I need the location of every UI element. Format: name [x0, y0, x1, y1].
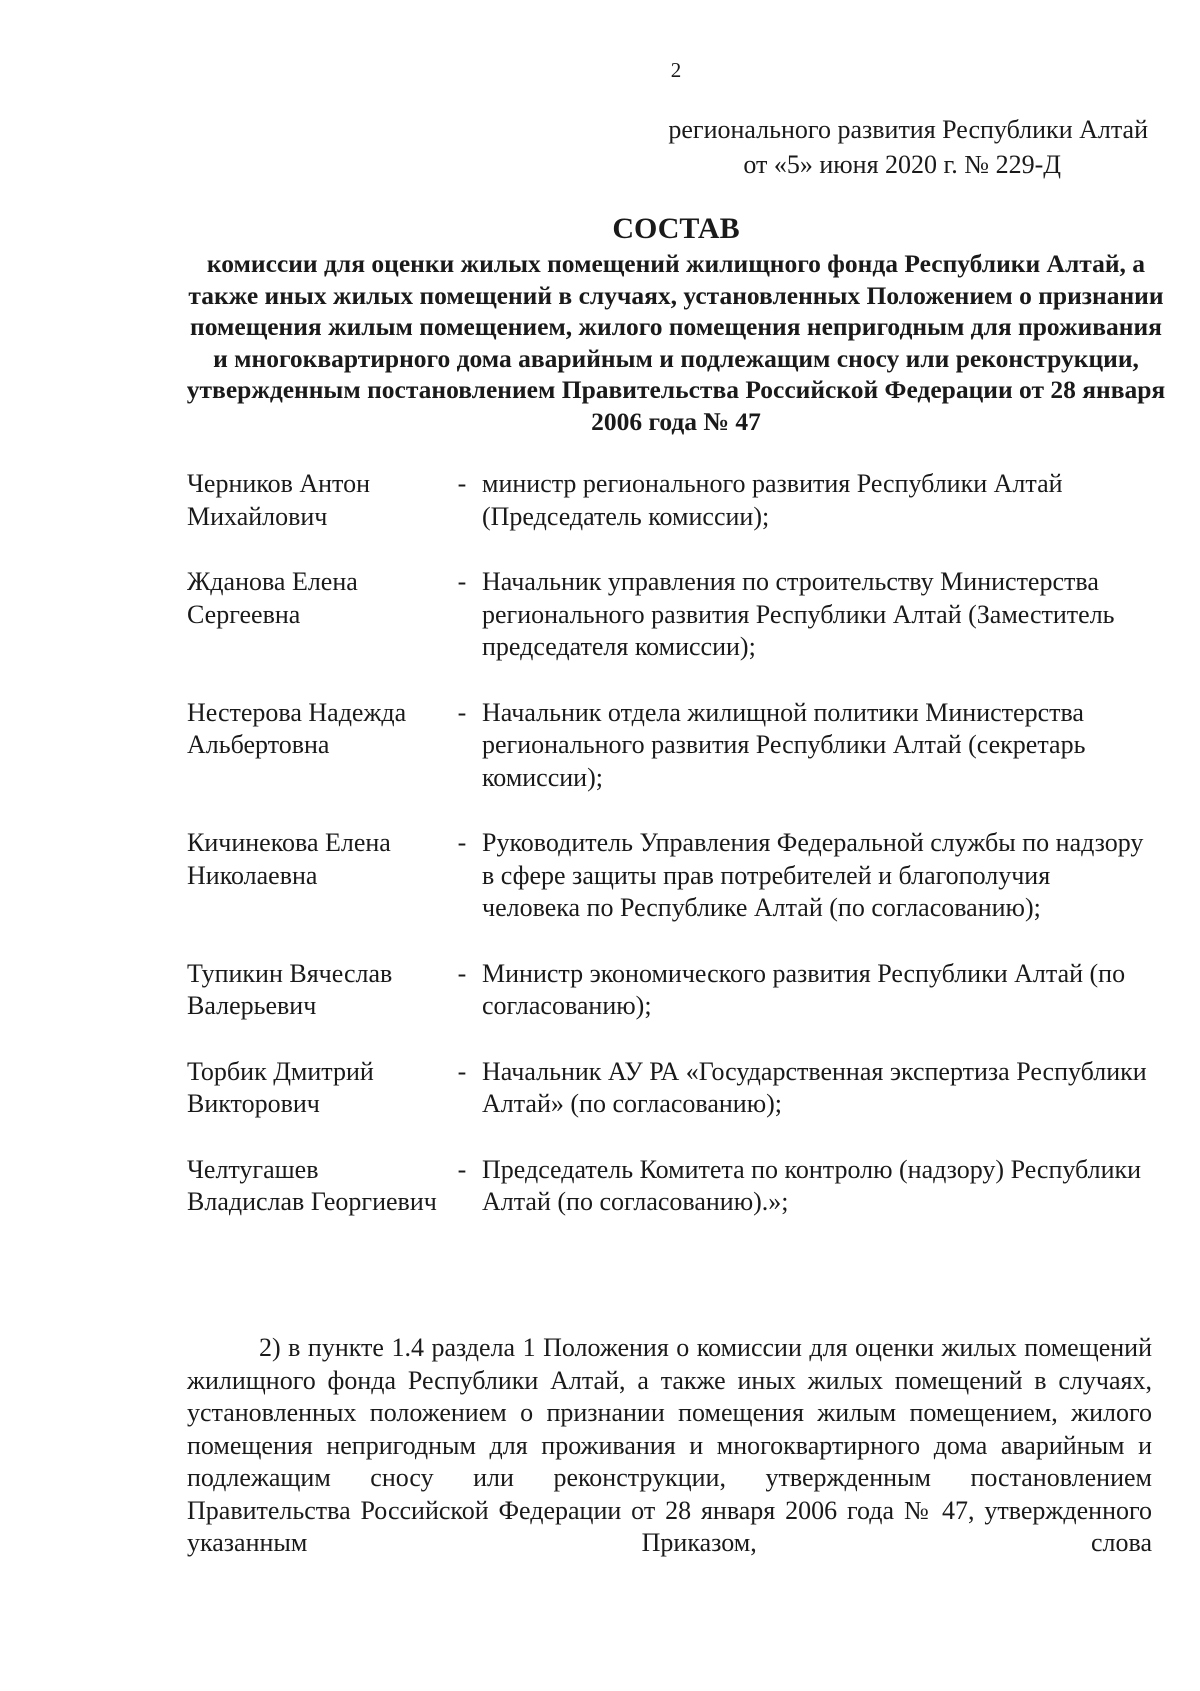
title-block	[180, 210, 1172, 437]
member-row	[187, 1056, 1147, 1121]
member-name: Кичинекова Елена Николаевна	[187, 828, 391, 890]
body-paragraph: 2) в пункте 1.4 раздела 1 Положения о комиссии для оценки жилых помещений жилищного фонда Республики Алтай, а также иных жилых помещений в случаях, установленных положением о признании помещения жилым помещением, жилого помещения непригодным для проживания и многоквартирного дома аварийным и подлежащим сносу или реконструкции, утвержденным постановлением Правительства Российской Федерации от 28 января 2006 года № 47, утвержденного указанным Приказом, слова	[187, 1333, 1152, 1557]
header-line-1: регионального развития Республики Алтай	[668, 115, 1148, 144]
member-row	[187, 827, 1147, 925]
member-dash: -	[457, 828, 467, 857]
member-role: министр регионального развития Республики Алтай (Председатель комиссии);	[482, 469, 1063, 531]
member-row	[187, 697, 1147, 795]
member-name: Челтугашев Владислав Георгиевич	[187, 1154, 437, 1216]
document-title: СОСТАВ	[612, 212, 740, 245]
page-number: 2	[670, 58, 682, 82]
member-name: Торбик Дмитрий Викторович	[187, 1056, 374, 1118]
header-line-2: от «5» июня 2020 г. № 229-Д	[743, 150, 1061, 179]
member-name: Черников Антон Михайлович	[187, 469, 370, 531]
member-row	[187, 566, 1147, 664]
member-name: Тупикин Вячеслав Валерьевич	[187, 958, 393, 1020]
member-role: Начальник отдела жилищной политики Министерства регионального развития Республики Алтай (секретарь комиссии);	[482, 697, 1086, 792]
member-name: Жданова Елена Сергеевна	[187, 567, 358, 629]
member-row	[187, 468, 1147, 533]
member-dash: -	[457, 1056, 467, 1086]
member-row	[187, 958, 1147, 1023]
document-subtitle: комиссии для оценки жилых помещений жилищного фонда Республики Алтай, а также иных жилых помещений в случаях, установленных Положением о признании помещения жилым помещением, жилого помещения непригодным для проживания и многоквартирного дома аварийным и подлежащим сносу или реконструкции, утвержденным постановлением Правительства Российской Федерации от 28 января 2006 года № 47	[186, 249, 1166, 436]
member-dash: -	[457, 469, 467, 498]
members-list	[187, 468, 1147, 1219]
member-role: Председатель Комитета по контролю (надзору) Республики Алтай (по согласованию).»;	[482, 1154, 1142, 1216]
member-dash: -	[457, 697, 467, 727]
member-name: Нестерова Надежда Альбертовна	[187, 697, 407, 759]
header-reference	[668, 112, 1148, 182]
member-role: Начальник управления по строительству Министерства регионального развития Республики Алтай (Заместитель председателя комиссии);	[482, 567, 1115, 661]
member-role: Начальник АУ РА «Государственная экспертиза Республики Алтай» (по согласованию);	[482, 1056, 1147, 1118]
member-role: Руководитель Управления Федеральной службы по надзору в сфере защиты прав потребителей и благополучия человека по Республике Алтай (по согласованию);	[482, 828, 1144, 922]
member-row	[187, 1154, 1147, 1219]
member-dash: -	[457, 958, 467, 988]
member-dash: -	[457, 567, 467, 596]
member-dash: -	[457, 1154, 467, 1184]
member-role: Министр экономического развития Республики Алтай (по согласованию);	[482, 958, 1126, 1020]
